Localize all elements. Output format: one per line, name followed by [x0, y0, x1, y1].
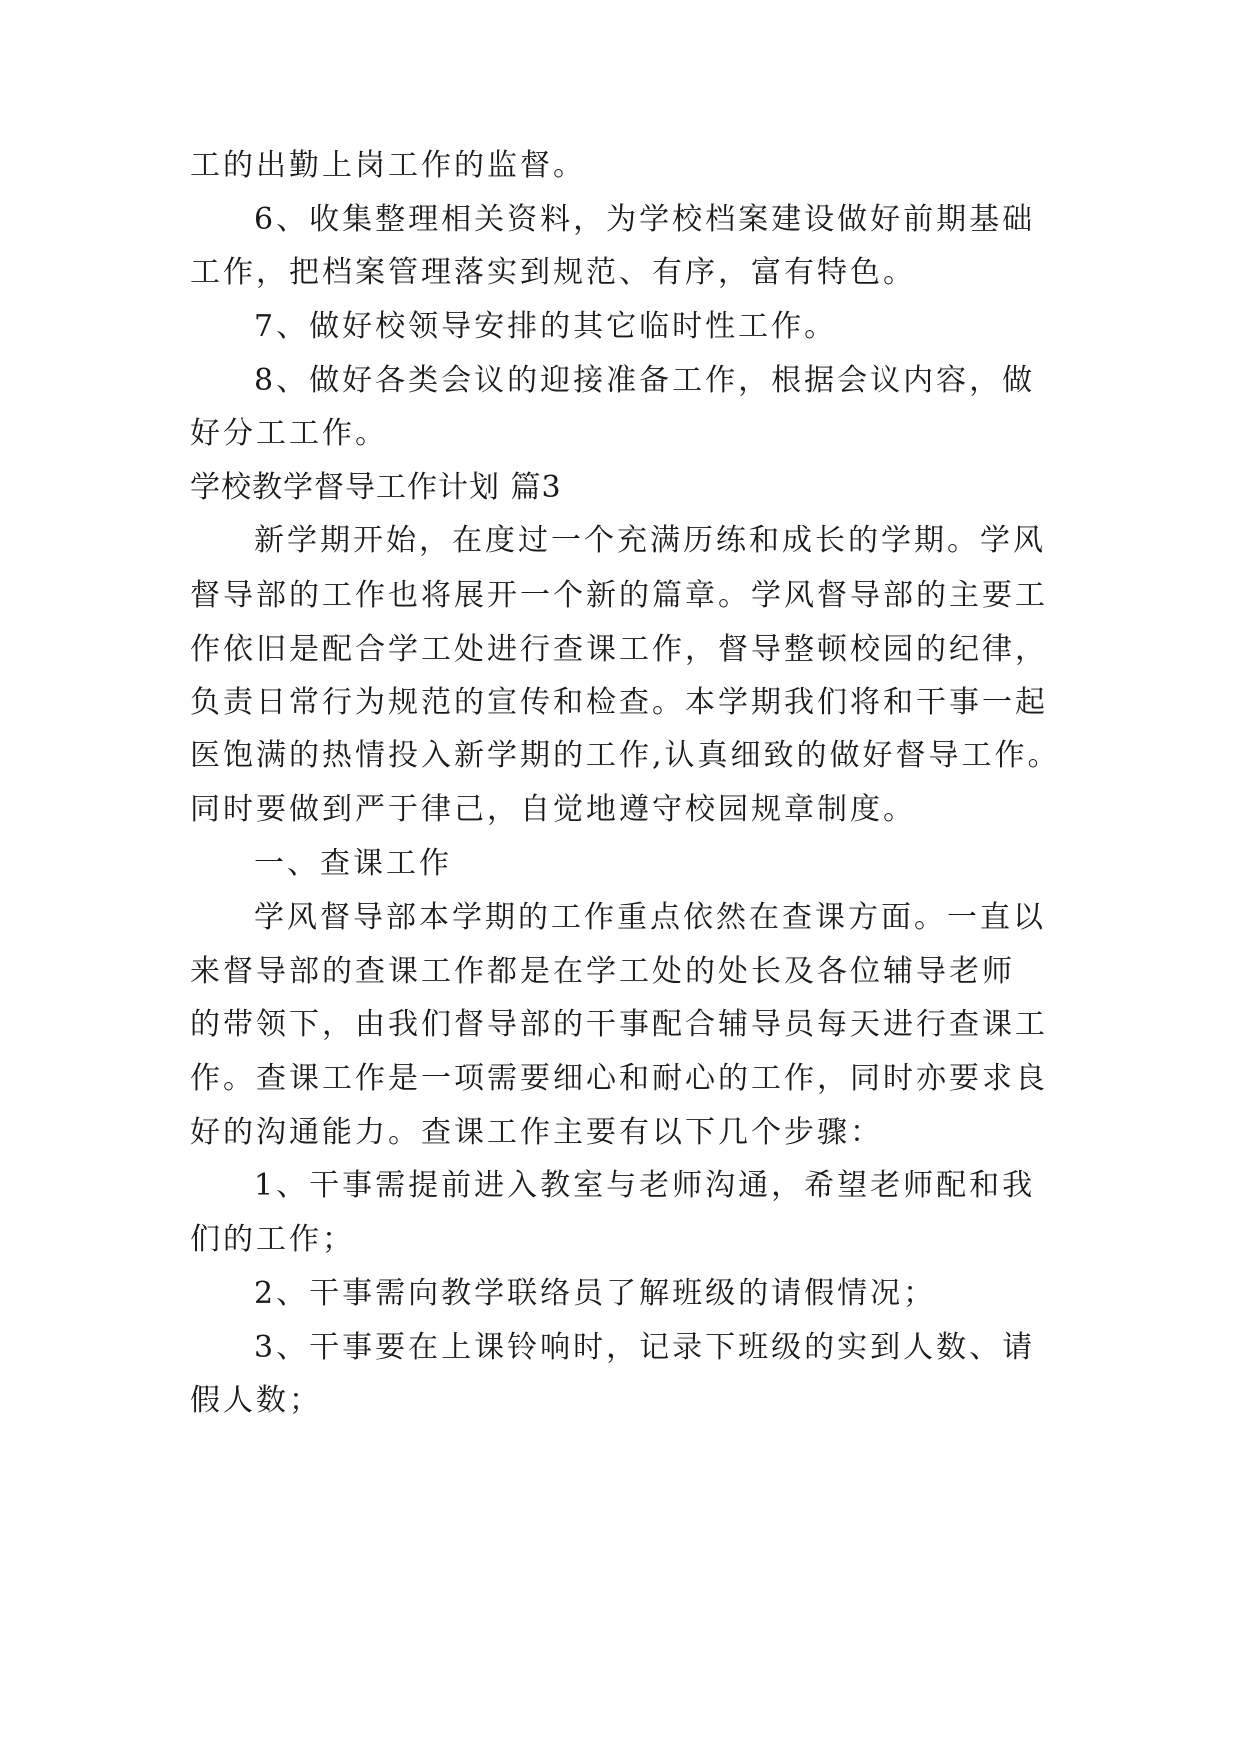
text-line: 工作，把档案管理落实到规范、有序，富有特色。	[190, 255, 916, 290]
text-line: 督导部的工作也将展开一个新的篇章。学风督导部的主要工	[190, 578, 1048, 613]
text-line: 们的工作；	[190, 1222, 355, 1257]
text-line: 作。查课工作是一项需要细心和耐心的工作，同时亦要求良	[190, 1061, 1048, 1096]
text-line: 8、做好各类会议的迎接准备工作，根据会议内容，做	[254, 363, 1036, 398]
text-line: 同时要做到严于律己，自觉地遵守校园规章制度。	[190, 792, 916, 827]
text-line: 假人数；	[190, 1383, 322, 1418]
text-line: 3、干事要在上课铃响时，记录下班级的实到人数、请	[254, 1330, 1036, 1365]
text-line: 的带领下，由我们督导部的干事配合辅导员每天进行查课工	[190, 1007, 1048, 1042]
text-line: 1、干事需提前进入教室与老师沟通，希望老师配和我	[254, 1168, 1036, 1203]
text-line: 2、干事需向教学联络员了解班级的请假情况；	[254, 1276, 937, 1311]
text-line: 好的沟通能力。查课工作主要有以下几个步骤：	[190, 1115, 883, 1150]
text-line: 作依旧是配合学工处进行查课工作，督导整顿校园的纪律，	[190, 632, 1048, 667]
text-line: 学风督导部本学期的工作重点依然在查课方面。一直以	[254, 900, 1046, 935]
text-line: 来督导部的查课工作都是在学工处的处长及各位辅导老师	[190, 954, 1015, 989]
text-line: 6、收集整理相关资料，为学校档案建设做好前期基础	[254, 202, 1036, 237]
subsection-heading: 一、查课工作	[254, 846, 452, 881]
text-line: 医饱满的热情投入新学期的工作,认真细致的做好督导工作。	[190, 738, 1061, 773]
section-heading: 学校教学督导工作计划 篇3	[190, 470, 562, 505]
text-line: 7、做好校领导安排的其它临时性工作。	[254, 309, 838, 344]
text-line: 新学期开始，在度过一个充满历练和成长的学期。学风	[254, 523, 1046, 558]
text-line: 好分工工作。	[190, 416, 388, 451]
text-line: 负责日常行为规范的宣传和检查。本学期我们将和干事一起	[190, 685, 1048, 720]
text-line: 工的出勤上岗工作的监督。	[190, 148, 586, 183]
